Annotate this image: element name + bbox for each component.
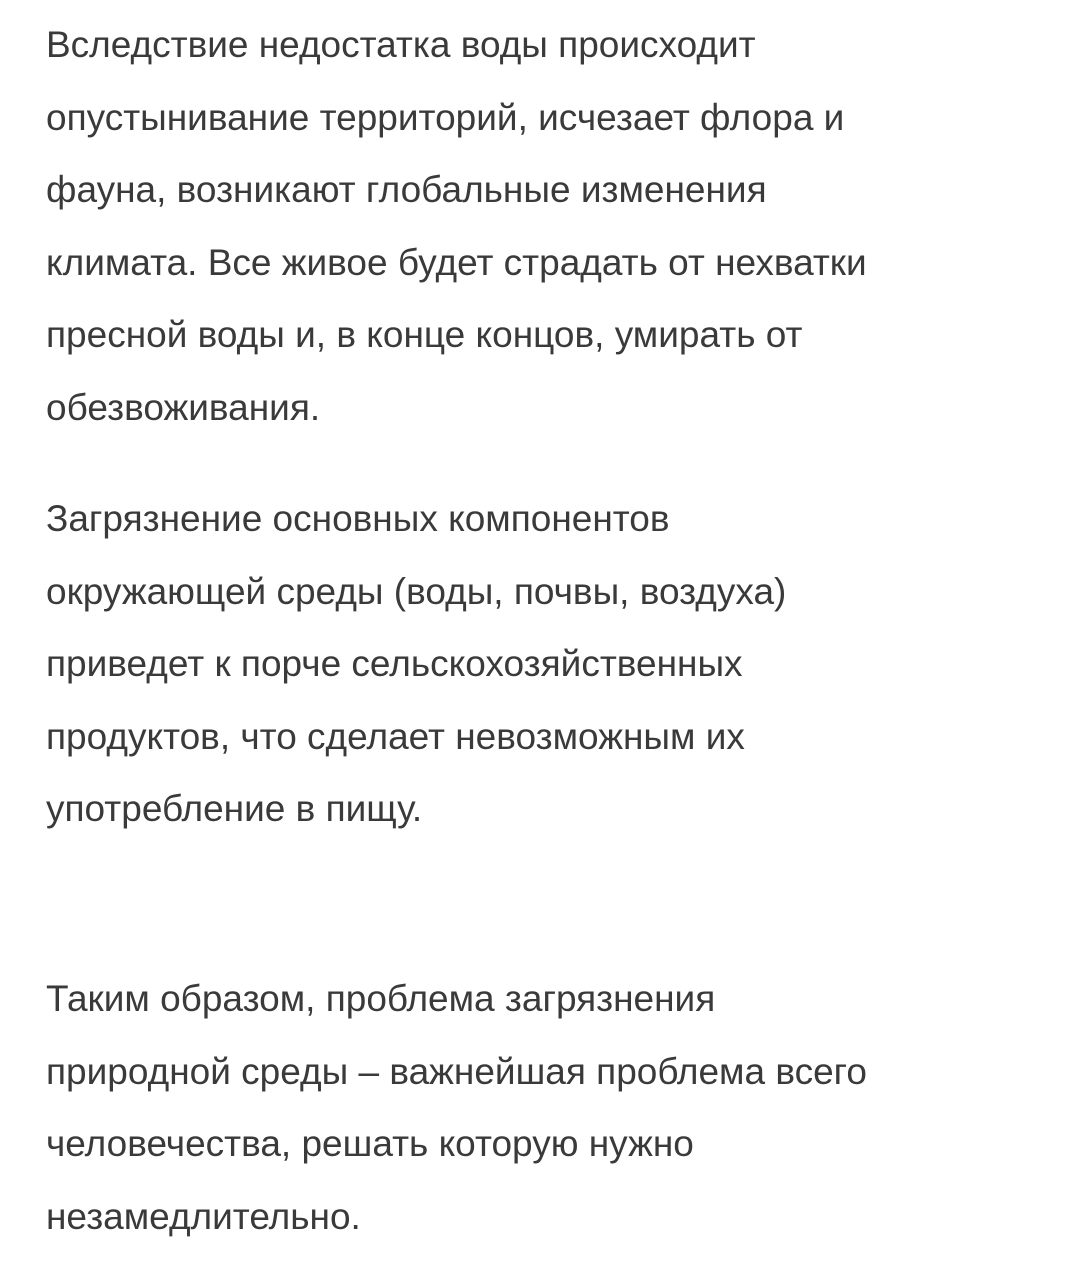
text-line: Таким образом, проблема загрязнения <box>46 978 716 1019</box>
text-line: Вследствие недостатка воды происходит <box>46 24 756 65</box>
text-line: фауна, возникают глобальные изменения <box>46 169 767 210</box>
text-line: человечества, решать которую нужно <box>46 1123 694 1164</box>
text-line: употребление в пищу. <box>46 788 423 829</box>
text-line: климата. Все живое будет страдать от нехватки <box>46 241 867 283</box>
text-line: продуктов, что сделает невозможным их <box>46 715 745 757</box>
text-line: окружающей среды (воды, почвы, воздуха) <box>46 570 787 612</box>
text-line: Загрязнение основных компонентов <box>46 498 670 539</box>
text-line: обезвоживания. <box>46 386 321 428</box>
paragraph-desertification <box>46 9 867 444</box>
paragraph-pollution <box>46 483 786 846</box>
text-line: опустынивание территорий, исчезает флора и <box>46 96 845 138</box>
paragraph-conclusion <box>46 963 867 1253</box>
text-line: пресной воды и, в конце концов, умирать от <box>46 314 803 355</box>
text-line: приведет к порче сельскохозяйственных <box>46 643 743 684</box>
text-line: природной среды – важнейшая проблема всего <box>46 1050 867 1092</box>
text-line: незамедлительно. <box>46 1195 361 1237</box>
